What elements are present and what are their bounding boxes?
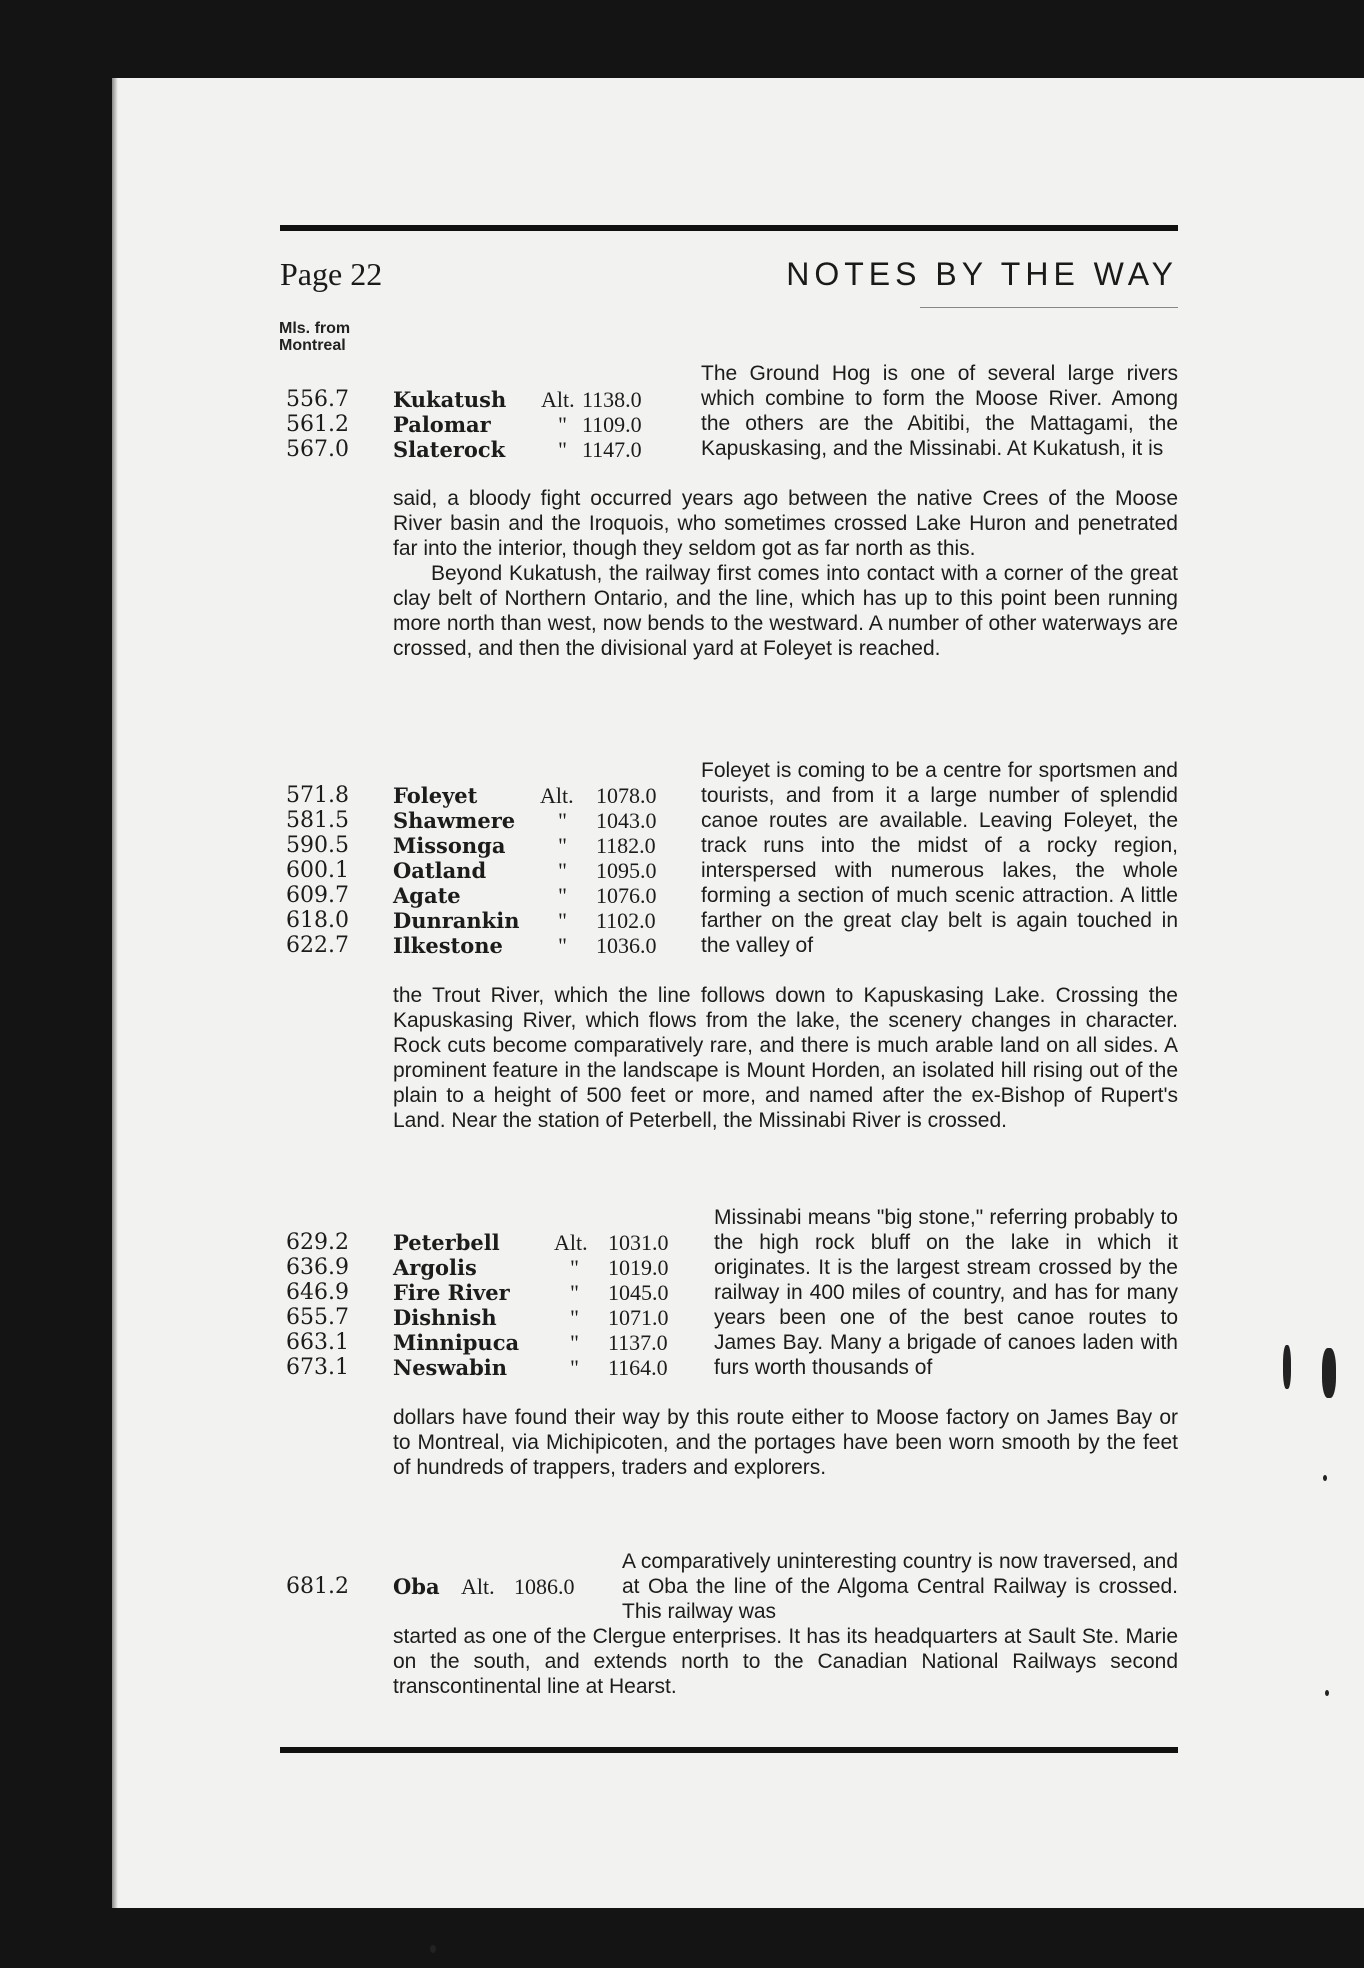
station-name: Slaterock: [393, 437, 506, 462]
station-elevation: 1182.0: [596, 833, 656, 858]
station-name: Ilkestone: [393, 933, 503, 958]
full-width-text: dollars have found their way by this route either to Moose factory on James Bay or to Montreal, via Michipicoten, and the portages have been worn smooth by the feet of hundreds of trappers, traders and explorers.: [393, 1406, 1178, 1479]
page-edge-shadow: [112, 78, 118, 1908]
bottom-rule: [280, 1747, 1178, 1753]
station-elevation: 1036.0: [596, 933, 657, 958]
station-name: Argolis: [393, 1255, 477, 1280]
top-rule: [280, 225, 1178, 231]
station-alt-label: Alt.: [461, 1574, 495, 1599]
scan-speck: [1323, 1475, 1327, 1481]
station-name: Palomar: [393, 412, 491, 437]
full-width-text: started as one of the Clergue enterprises. It has its headquarters at Sault Ste. Marie on the south, and extends north to the Canadian National Railways second transcontinental line at Hearst.: [393, 1625, 1178, 1698]
station-alt-label: ": [558, 808, 567, 833]
station-alt-label: Alt.: [554, 1230, 588, 1255]
full-width-text: said, a bloody fight occurred years ago between the native Crees of the Moose River basin and the Iroquois, who sometimes crossed Lake Huron and penetrated far into the interior, though they seldom got as far north as this. Beyond Kukatush, the railway first comes into contact with a corner of the great clay belt of Northern Ontario, and the line, which has up to this point been running more north than west, now bends to the westward. A number of other waterways are crossed, and then the divisional yard at Foleyet is reached.: [393, 487, 1178, 660]
station-miles: 622.7: [286, 933, 349, 958]
station-miles: 556.7: [286, 387, 349, 412]
station-miles: 609.7: [286, 883, 349, 908]
station-alt-label: ": [570, 1255, 579, 1280]
station-miles: 629.2: [286, 1230, 349, 1255]
station-name: Peterbell: [393, 1230, 500, 1255]
station-alt-label: ": [558, 437, 567, 462]
side-text: Foleyet is coming to be a centre for sportsmen and tourists, and from it a large number of splendid canoe routes are available. Leaving Foleyet, the track runs into the midst of a rocky region, interspersed with numerous lakes, the whole forming a section of much scenic attraction. A little farther on the great clay belt is again touched in the valley of: [701, 759, 1178, 957]
station-alt-label: Alt.: [541, 387, 575, 412]
station-name: Kukatush: [393, 387, 507, 412]
station-miles: 581.5: [286, 808, 349, 833]
station-miles: 571.8: [286, 783, 349, 808]
station-miles: 663.1: [286, 1330, 349, 1355]
station-miles: 600.1: [286, 858, 349, 883]
station-miles: 655.7: [286, 1305, 349, 1330]
station-alt-label: ": [558, 908, 567, 933]
station-alt-label: Alt.: [540, 783, 574, 808]
station-alt-label: ": [570, 1355, 579, 1380]
station-miles: 681.2: [286, 1574, 349, 1599]
station-miles: 636.9: [286, 1255, 349, 1280]
station-name: Missonga: [393, 833, 506, 858]
station-miles: 590.5: [286, 833, 349, 858]
station-name: Oba: [393, 1574, 440, 1599]
station-elevation: 1071.0: [608, 1305, 669, 1330]
station-name: Neswabin: [393, 1355, 507, 1380]
station-elevation: 1164.0: [608, 1355, 668, 1380]
station-elevation: 1102.0: [596, 908, 656, 933]
station-elevation: 1138.0: [582, 387, 642, 412]
scan-speck: [1322, 1348, 1336, 1398]
scan-speck: [1283, 1345, 1291, 1389]
side-text: The Ground Hog is one of several large rivers which combine to form the Moose River. Among the others are the Abitibi, the Mattagami, the Kapuskasing, and the Missinabi. At Kukatush, it is: [701, 362, 1178, 460]
side-text: A comparatively uninteresting country is now traversed, and at Oba the line of the Algoma Central Railway is crossed. This railway was: [622, 1550, 1178, 1623]
station-elevation: 1076.0: [596, 883, 657, 908]
page-number: Page 22: [280, 256, 383, 292]
column-heading: Mls. from Montreal: [279, 320, 351, 354]
station-name: Dishnish: [393, 1305, 497, 1330]
station-miles: 561.2: [286, 412, 349, 437]
station-elevation: 1045.0: [608, 1280, 669, 1305]
station-name: Foleyet: [393, 783, 478, 808]
station-elevation: 1095.0: [596, 858, 657, 883]
station-name: Shawmere: [393, 808, 516, 833]
station-name: Dunrankin: [393, 908, 520, 933]
station-elevation: 1109.0: [582, 412, 642, 437]
station-alt-label: ": [570, 1305, 579, 1330]
station-elevation: 1019.0: [608, 1255, 669, 1280]
full-width-text: the Trout River, which the line follows down to Kapuskasing Lake. Crossing the Kapuskasing River, which flows from the lake, the scenery changes in character. Rock cuts become comparatively rare, and there is much arable land on all sides. A prominent feature in the landscape is Mount Horden, an isolated hill rising out of the plain to a height of 500 feet or more, and named after the ex-Bishop of Rupert's Land. Near the station of Peterbell, the Missinabi River is crossed.: [393, 984, 1178, 1132]
scan-speck: [430, 1945, 436, 1953]
side-text: Missinabi means "big stone," referring probably to the high rock bluff on the lake in which it originates. It is the largest stream crossed by the railway in 400 miles of country, and has for many years been one of the best canoe routes to James Bay. Many a brigade of canoes laden with furs worth thousands of: [714, 1206, 1178, 1379]
station-elevation: 1147.0: [582, 437, 642, 462]
station-miles: 673.1: [286, 1355, 349, 1380]
station-alt-label: ": [570, 1280, 579, 1305]
station-name: Fire River: [393, 1280, 510, 1305]
station-elevation: 1031.0: [608, 1230, 669, 1255]
station-miles: 646.9: [286, 1280, 349, 1305]
station-elevation: 1086.0: [514, 1574, 575, 1599]
station-elevation: 1078.0: [596, 783, 657, 808]
station-alt-label: ": [558, 833, 567, 858]
scan-speck: [1325, 1690, 1329, 1696]
station-elevation: 1137.0: [608, 1330, 668, 1355]
station-alt-label: ": [558, 412, 567, 437]
station-miles: 618.0: [286, 908, 349, 933]
station-name: Minnipuca: [393, 1330, 520, 1355]
station-miles: 567.0: [286, 437, 349, 462]
station-alt-label: ": [558, 883, 567, 908]
station-name: Oatland: [393, 858, 487, 883]
station-alt-label: ": [558, 933, 567, 958]
station-elevation: 1043.0: [596, 808, 657, 833]
header-underline: [920, 307, 1178, 308]
station-alt-label: ": [570, 1330, 579, 1355]
running-title: NOTES BY THE WAY: [786, 256, 1178, 292]
page-header: [280, 254, 1178, 300]
station-alt-label: ": [558, 858, 567, 883]
station-name: Agate: [393, 883, 461, 908]
